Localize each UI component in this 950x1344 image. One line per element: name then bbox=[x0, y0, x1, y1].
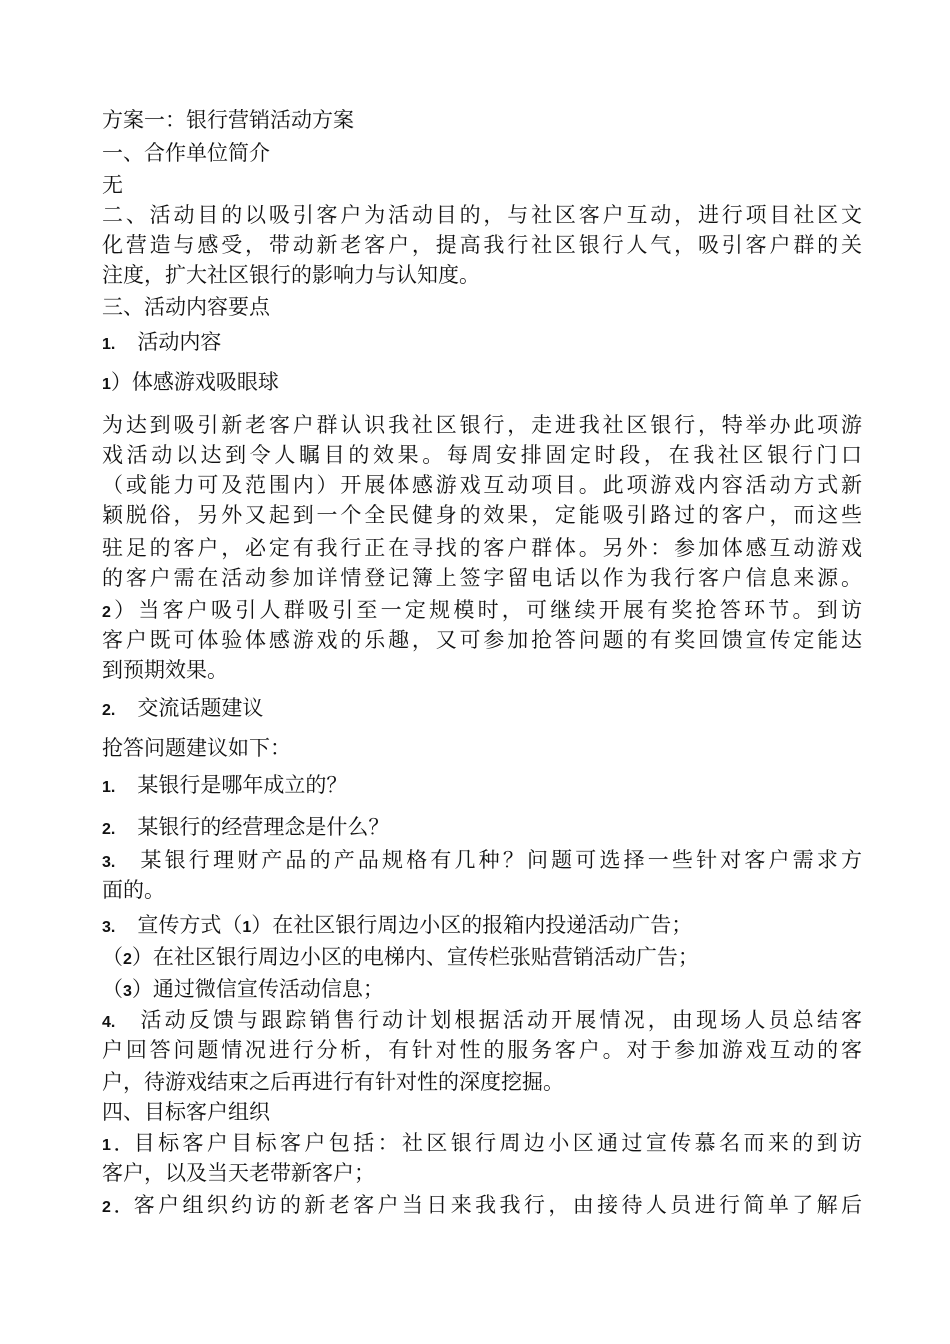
list-number: 2 bbox=[102, 604, 111, 621]
paragraph-line: 驻足的客户，必定有我行正在寻找的客户群体。另外：参加体感互动游戏 bbox=[102, 536, 862, 560]
list-text: 客户组织约访的新老客户当日来我我行，由接待人员进行简单了解后 bbox=[133, 1193, 862, 1217]
paragraph-line: 面的。 bbox=[102, 878, 165, 902]
list-text: 活动内容 bbox=[137, 330, 222, 354]
list-item bbox=[102, 1190, 862, 1223]
section-heading: 三、活动内容要点 bbox=[102, 295, 270, 319]
list-item bbox=[102, 770, 862, 803]
list-item bbox=[102, 1128, 862, 1161]
section-heading: 四、目标客户组织 bbox=[102, 1100, 270, 1124]
list-number: 2. bbox=[102, 821, 116, 838]
paragraph-line: 注度，扩大社区银行的影响力与认知度。 bbox=[102, 263, 480, 287]
list-number: 2. bbox=[102, 702, 116, 719]
paragraph-line: （3）通过微信宣传活动信息； bbox=[102, 977, 384, 1001]
paragraph-line: 二、活动目的以吸引客户为活动目的，与社区客户互动，进行项目社区文 bbox=[102, 203, 862, 227]
list-text: 活动反馈与跟踪销售行动计划根据活动开展情况，由现场人员总结客 bbox=[137, 1008, 862, 1032]
paragraph-line: 无 bbox=[102, 173, 123, 197]
list-item bbox=[102, 693, 862, 726]
list-item bbox=[102, 327, 862, 360]
list-number: 1 bbox=[102, 376, 111, 393]
list-number: 1 bbox=[242, 919, 252, 936]
list-number: 1． bbox=[102, 1137, 134, 1154]
list-text: 交流话题建议 bbox=[137, 696, 264, 720]
doc-title: 方案一：银行营销活动方案 bbox=[102, 108, 354, 132]
list-text: 某银行理财产品的产品规格有几种？问题可选择一些针对客户需求方 bbox=[137, 848, 862, 872]
list-text: ）体感游戏吸眼球 bbox=[110, 370, 279, 394]
list-number: 2． bbox=[102, 1199, 134, 1216]
paragraph-line: 客户，以及当天老带新客户； bbox=[102, 1161, 375, 1185]
list-item bbox=[102, 812, 862, 845]
list-text: 某银行是哪年成立的？ bbox=[137, 773, 348, 797]
list-number: 1. bbox=[102, 779, 116, 796]
list-item: 3. 宣传方式（1）在社区银行周边小区的报箱内投递活动广告； bbox=[102, 913, 693, 937]
list-number: 2 bbox=[123, 951, 132, 968]
list-number: 3. bbox=[102, 919, 116, 936]
paragraph-line: 户，待游戏结束之后再进行有针对性的深度挖掘。 bbox=[102, 1070, 564, 1094]
list-number: 1. bbox=[102, 336, 116, 353]
paragraph-line: （或能力可及范围内）开展体感游戏互动项目。此项游戏内容活动方式新 bbox=[102, 473, 862, 497]
list-item bbox=[102, 367, 862, 400]
paragraph-line: 戏活动以达到令人瞩目的效果。每周安排固定时段，在我社区银行门口 bbox=[102, 443, 862, 467]
paragraph-line: 客户既可体验体感游戏的乐趣，又可参加抢答问题的有奖回馈宣传定能达 bbox=[102, 628, 862, 652]
list-text: 某银行的经营理念是什么？ bbox=[137, 815, 390, 839]
list-item bbox=[102, 1005, 862, 1038]
paragraph-line: 为达到吸引新老客户群认识我社区银行，走进我社区银行，特举办此项游 bbox=[102, 413, 862, 437]
section-heading: 一、合作单位简介 bbox=[102, 141, 270, 165]
paragraph-line: 户回答问题情况进行分析，有针对性的服务客户。对于参加游戏互动的客 bbox=[102, 1038, 862, 1062]
list-item bbox=[102, 845, 862, 878]
list-number: 3 bbox=[123, 983, 132, 1000]
list-number: 3. bbox=[102, 854, 116, 871]
list-text: 目标客户目标客户包括：社区银行周边小区通过宣传慕名而来的到访 bbox=[133, 1131, 862, 1155]
paragraph-line: 到预期效果。 bbox=[102, 658, 228, 682]
paragraph-line: 颖脱俗，另外又起到一个全民健身的效果，定能吸引路过的客户，而这些 bbox=[102, 503, 862, 527]
paragraph-line: （2）在社区银行周边小区的电梯内、宣传栏张贴营销活动广告； bbox=[102, 945, 699, 969]
paragraph-line: 的客户需在活动参加详情登记簿上签字留电话以作为我行客户信息来源。 bbox=[102, 566, 862, 590]
list-number: 4. bbox=[102, 1014, 116, 1031]
paragraph-line: 2）当客户吸引人群吸引至一定规模时，可继续开展有奖抢答环节。到访 bbox=[102, 598, 862, 622]
paragraph-line: 抢答问题建议如下： bbox=[102, 736, 291, 760]
paragraph-line: 化营造与感受，带动新老客户，提高我行社区银行人气，吸引客户群的关 bbox=[102, 233, 862, 257]
